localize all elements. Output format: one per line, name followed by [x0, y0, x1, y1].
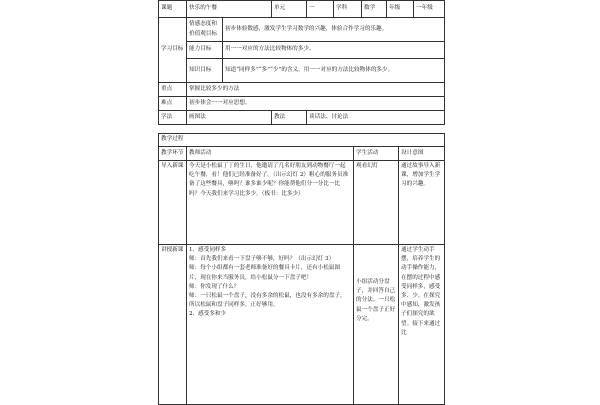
teacher-paragraph: 师：一只松鼠一个盘子，没有多余的松鼠，也没有多余的盘子，所以松鼠和盘子同样多，正好够用。: [189, 293, 346, 309]
subject-value: 数学: [362, 1, 387, 18]
student-activity-cell: 观看幻灯: [354, 161, 399, 245]
objective-label: 知识目标: [187, 59, 223, 83]
stage-cell: 导入新课: [159, 161, 187, 245]
objective-label: 情感态度和价值观目标: [187, 18, 223, 42]
header-teacher: 教师活动: [187, 147, 354, 161]
teacher-paragraph: 2、感受多和少: [189, 311, 227, 318]
teacher-paragraph: 师：首先我们来看一下盘子够不够，好吗？（出示幻灯 3）: [189, 256, 335, 263]
header-stage: 教学环节: [159, 147, 187, 161]
teaching-method-value: 谈话法、讨论法: [307, 111, 445, 125]
objective-content: 初步体验数感，激发学生学习数学的兴趣，体验合作学习的乐趣。: [223, 18, 445, 42]
study-method-label: 学法: [159, 111, 187, 125]
lesson-plan-page: [158, 0, 444, 400]
student-activity-cell: [354, 245, 399, 405]
objective-label: 能力目标: [187, 42, 223, 59]
difficulty-label: 难点: [159, 97, 187, 111]
design-intent-cell: 通过故事导入新课，增加学生学习的兴趣。: [399, 161, 445, 245]
teacher-paragraph: 今天是小松鼠丁丁的生日，他邀请了几名好朋友到动物餐厅一起吃午餐，看！他们已经准备好了。（出示幻灯 2）粗心的服务员准备了这些餐具，够吗？谁多谁少呢？你能帮他们分一分比一比吗？今天我们来学习比多少。（板书：比多少）: [189, 163, 349, 197]
objective-content: 知道“同样多”“多”“少”的含义，用一一对应的方法比较物体的多少。: [223, 59, 445, 83]
teaching-process-table: [158, 133, 445, 405]
header-intent: 设计意图: [399, 147, 445, 161]
teacher-paragraph: 师：每个小组都有一套老师准备好的餐具卡片，还有小松鼠图片，现在你来当服务员，给小松鼠分一下盘子吧！: [189, 265, 341, 281]
process-title: 教学过程: [159, 134, 445, 147]
header-student: 学生活动: [354, 147, 399, 161]
study-method-value: 画图法: [187, 111, 272, 125]
topic-value: 快乐的午餐: [187, 1, 272, 18]
teacher-activity-cell: [187, 245, 354, 405]
design-intent-cell: 通过学生动手摆，培养学生的动手操作能力，在摆的过程中感受同样多，感受多、少。在探究中感知，激发孩子们探究的欲望。接下来通过比: [399, 245, 445, 405]
difficulty-content: 初步体会一一对应思想。: [187, 97, 445, 111]
teacher-paragraph: 1、感受同样多: [189, 247, 227, 253]
stage-cell: 讲授新课: [159, 245, 187, 405]
objectives-label: 学习目标: [159, 18, 187, 83]
grade-label: 年级: [387, 1, 414, 18]
unit-label: 单元: [272, 1, 307, 18]
teacher-activity-cell: [187, 161, 354, 245]
topic-label: 课题: [159, 1, 187, 18]
key-point-content: 掌握比较多少的方法: [187, 83, 445, 97]
teaching-method-label: 教法: [272, 111, 307, 125]
lesson-info-table: [158, 0, 445, 125]
key-point-label: 重点: [159, 83, 187, 97]
subject-label: 学科: [334, 1, 362, 18]
student-activity-text: 小组活动分盘子，并回答自己的分法。一只松鼠一个盘子正好分完。: [356, 279, 396, 322]
objective-content: 用一一对应的方法比较物体的多少。: [223, 42, 445, 59]
grade-value: 一年级: [414, 1, 445, 18]
teacher-paragraph: 师：你发现了什么？: [189, 283, 240, 290]
unit-value: 一: [307, 1, 334, 18]
